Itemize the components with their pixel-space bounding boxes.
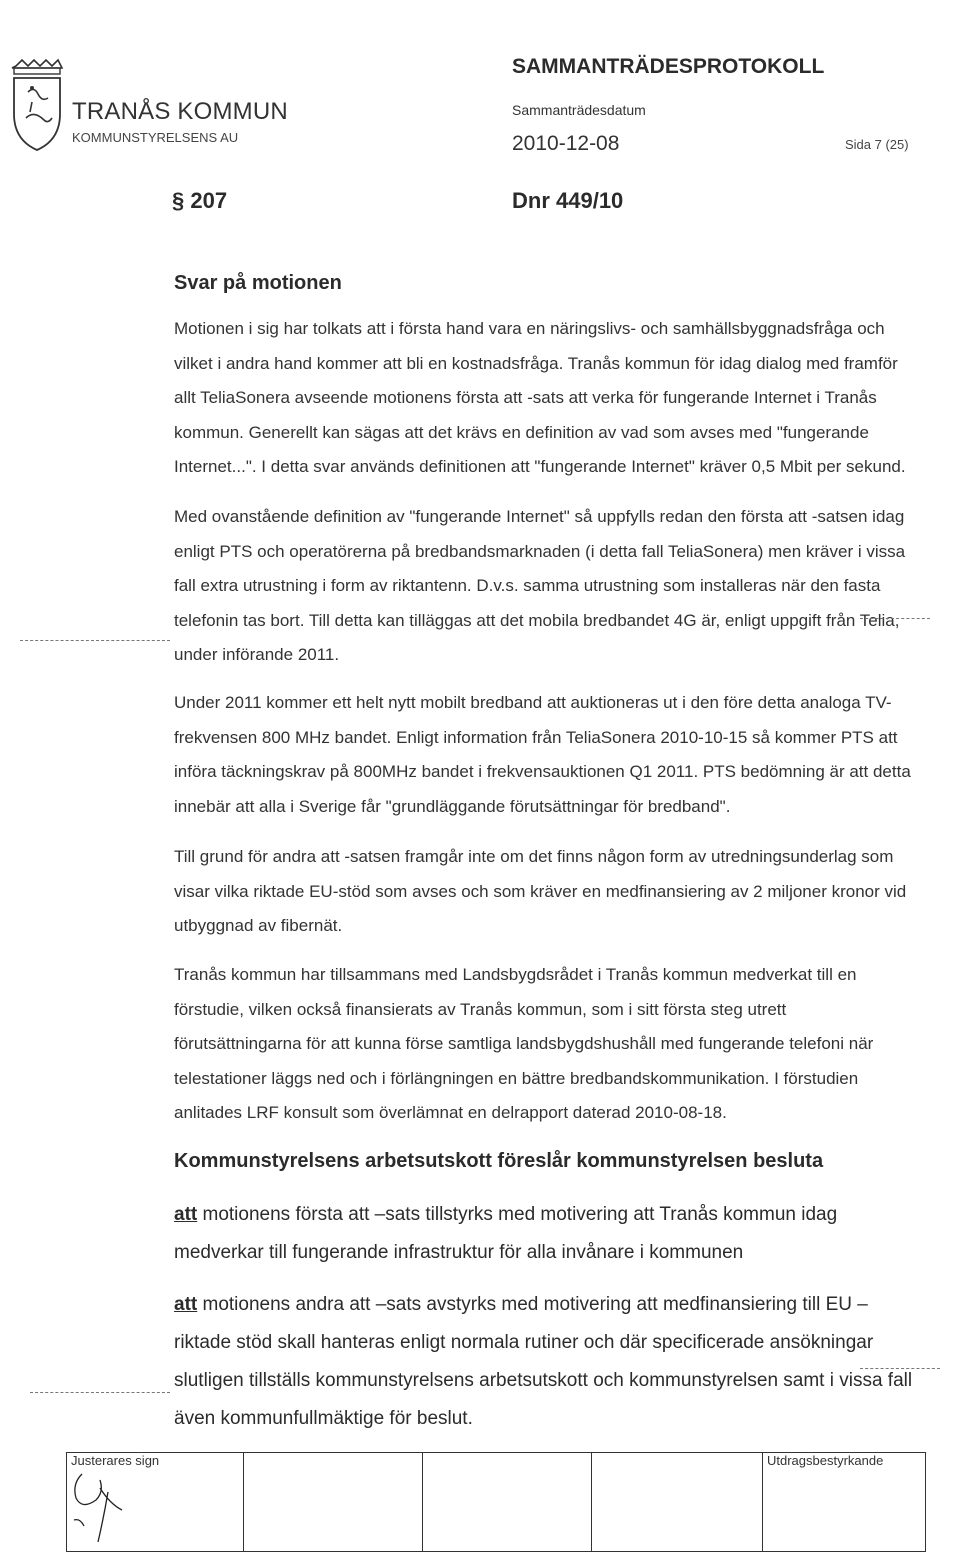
document-title: SAMMANTRÄDESPROTOKOLL bbox=[512, 55, 825, 78]
meeting-date-label: Sammanträdesdatum bbox=[512, 102, 646, 118]
dashed-divider bbox=[30, 1392, 170, 1393]
organization-name: TRANÅS KOMMUN bbox=[72, 98, 288, 125]
decision-item-2 bbox=[174, 1286, 914, 1438]
dashed-divider bbox=[20, 640, 170, 641]
body-paragraph-2: Med ovanstående definition av "fungerande Internet" så uppfylls redan den första att -satsen idag enligt PTS och operatörerna på bredbandsmarknaden (i detta fall TeliaSonera) men kräver i vissa fall extra utrustning i form av riktantenn. D.v.s. samma utrustning som installeras när den fasta telefonin tas bort. Till detta kan tilläggas att det mobila bredbandet 4G är, enligt uppgift från Telia, under införande 2011. bbox=[174, 507, 906, 665]
signature-cell bbox=[592, 1453, 763, 1552]
paragraph-number: § 207 bbox=[172, 188, 228, 213]
body-paragraph-3: Under 2011 kommer ett helt nytt mobilt bredband att auktioneras ut i den före detta analoga TV-frekvensen 800 MHz bandet. Enligt information från TeliaSonera 2010-10-15 så kommer PTS att införa täckningskrav på 800MHz bandet i frekvensauktionen Q1 2011. PTS bedömning är att detta innebär att alla i Sverige får "grundläggande förutsättningar för bredband". bbox=[174, 693, 911, 816]
signature-cell-utdrag bbox=[763, 1453, 926, 1552]
handwritten-signature-icon bbox=[70, 1470, 150, 1552]
dashed-divider bbox=[860, 618, 930, 619]
decision-text: motionens andra att –sats avstyrks med motivering att medfinansiering till EU –riktade stöd skall hanteras enligt normala rutiner och där specificerade ansökningar slutligen tillställs kommunstyrelsens arbetsutskott och kommunstyrelsen samt i vissa fall även kommunfullmäktige för beslut. bbox=[174, 1294, 913, 1429]
page-number: Sida 7 (25) bbox=[845, 137, 909, 152]
decision-heading: Kommunstyrelsens arbetsutskott föreslår kommunstyrelsen besluta bbox=[174, 1150, 824, 1172]
decision-keyword: att bbox=[174, 1204, 198, 1225]
body-paragraph-5: Tranås kommun har tillsammans med Landsbygdsrådet i Tranås kommun medverkat till en förstudie, vilken också finansierats av Tranås kommun, som i sitt första steg utrett förutsättningarna för att kunna förse samtliga landsbygdshushåll med fungerande telefoni när telestationer läggs ned och i förlängningen en bättre bredbandskommunikation. I förstudien anlitades LRF konsult som överlämnat en delrapport daterad 2010-08-18. bbox=[174, 965, 874, 1123]
justerares-sign-label: Justerares sign bbox=[71, 1453, 160, 1468]
decision-text: motionens första att –sats tillstyrks med motivering att Tranås kommun idag medverkar till fungerande infrastruktur för alla invånare i kommunen bbox=[174, 1204, 838, 1263]
body-paragraph-4: Till grund för andra att -satsen framgår inte om det finns någon form av utredningsunderlag som visar vilka riktade EU-stöd som avses och som kräver en medfinansiering av 2 miljoner kronor vid utbyggnad av fibernät. bbox=[174, 847, 907, 936]
signature-cell bbox=[244, 1453, 423, 1552]
case-number: Dnr 449/10 bbox=[512, 188, 624, 213]
dashed-divider bbox=[860, 1368, 940, 1369]
signature-table bbox=[66, 1452, 926, 1552]
meeting-date-value: 2010-12-08 bbox=[512, 132, 620, 155]
municipal-crest-icon bbox=[8, 58, 66, 154]
organization-unit: KOMMUNSTYRELSENS AU bbox=[72, 130, 239, 145]
signature-cell bbox=[423, 1453, 592, 1552]
utdragsbestyrkande-label: Utdragsbestyrkande bbox=[767, 1453, 884, 1468]
decision-item-1 bbox=[174, 1196, 914, 1272]
section-heading: Svar på motionen bbox=[174, 272, 342, 294]
decision-keyword: att bbox=[174, 1294, 198, 1315]
body-paragraph-1: Motionen i sig har tolkats att i första hand vara en näringslivs- och samhällsbyggnadsfråga och vilket i andra hand kommer att bli en kostnadsfråga. Tranås kommun för idag dialog med framför allt TeliaSonera avseende motionens första att -sats att verka för fungerande Internet i Tranås kommun. Generellt kan sägas att det krävs en definition av vad som avses med "fungerande Internet...". I detta svar används definitionen att "fungerande Internet" kräver 0,5 Mbit per sekund. bbox=[174, 319, 906, 477]
